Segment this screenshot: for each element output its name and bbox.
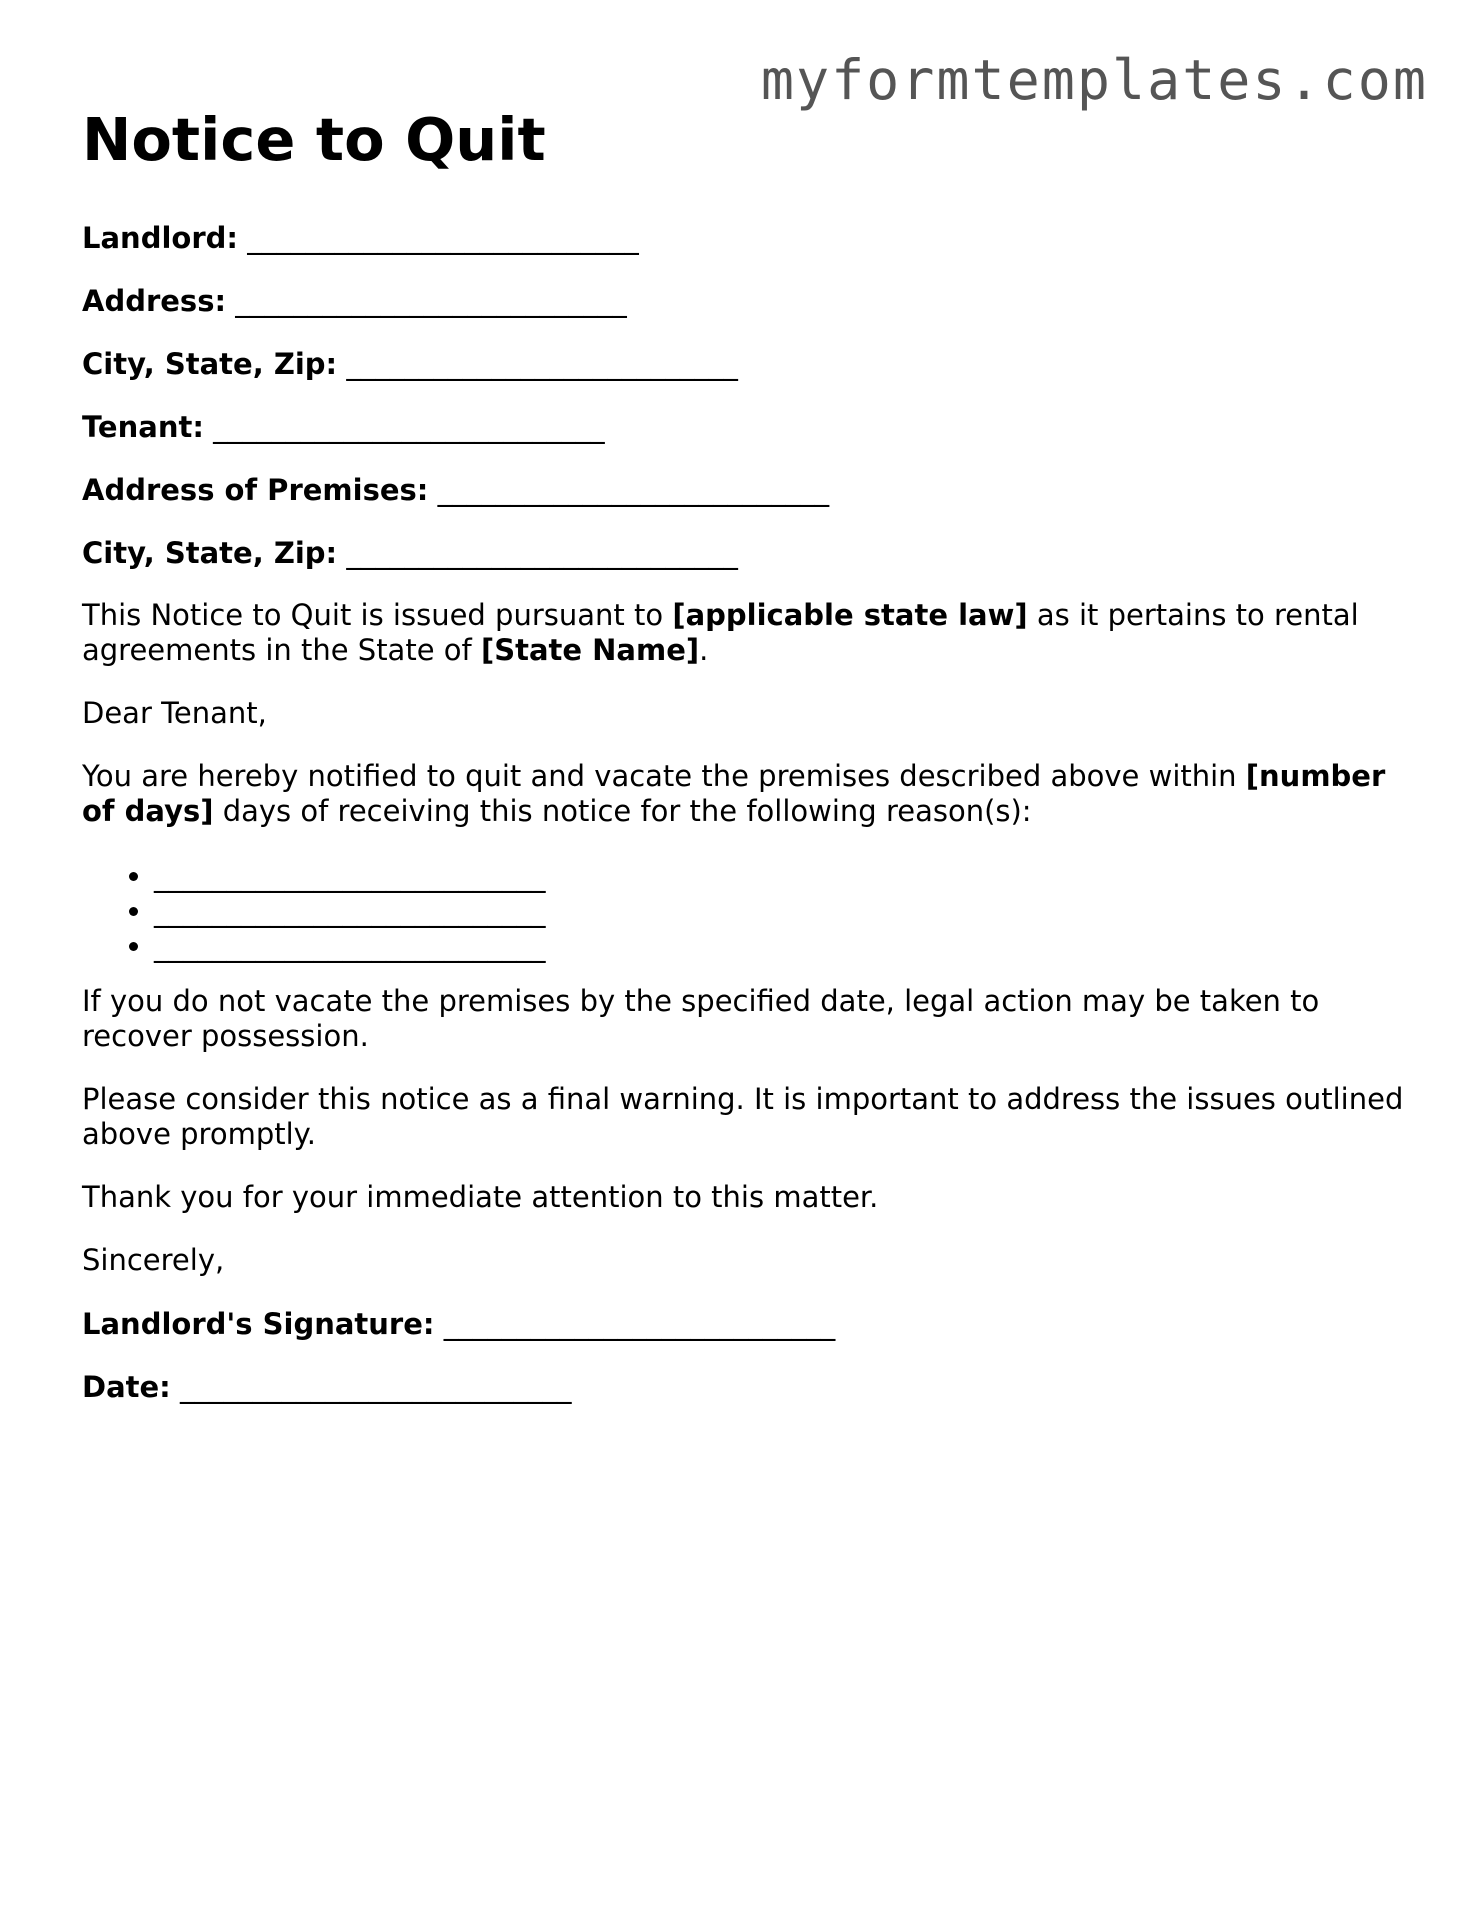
tenant-label: Tenant: xyxy=(82,410,204,444)
intro-text-1: This Notice to Quit is issued pursuant to xyxy=(82,598,673,632)
intro-text-2: as it pertains to rental agreements in the State of xyxy=(82,598,1359,667)
greeting: Dear Tenant, xyxy=(82,696,267,730)
signature-blank[interactable]: ___________________________ xyxy=(443,1307,836,1341)
watermark: myformtemplates.com xyxy=(760,48,1428,112)
city-state-zip-blank-1[interactable]: ___________________________ xyxy=(346,347,738,381)
closing: Sincerely, xyxy=(82,1243,225,1277)
page-title: Notice to Quit xyxy=(82,105,546,174)
date-field xyxy=(82,1369,1412,1405)
final-warning-paragraph: Please consider this notice as a final warning. It is important to address the issues outlined above promptly. xyxy=(82,1082,1404,1151)
date-blank[interactable]: ___________________________ xyxy=(180,1370,572,1404)
reason-item[interactable]: • ___________________________ xyxy=(154,929,1412,964)
state-name-placeholder: [State Name] xyxy=(480,633,700,667)
tenant-blank[interactable]: ___________________________ xyxy=(213,410,605,444)
landlord-field xyxy=(82,220,1412,256)
city-state-zip-blank-2[interactable]: ___________________________ xyxy=(346,536,738,570)
landlord-blank[interactable]: ___________________________ xyxy=(247,221,639,255)
legal-warning-paragraph: If you do not vacate the premises by the specified date, legal action may be taken to recover possession. xyxy=(82,984,1320,1053)
city-state-zip-label-1: City, State, Zip: xyxy=(82,347,338,381)
landlord-label: Landlord: xyxy=(82,221,238,255)
address-field xyxy=(82,283,1412,319)
date-label: Date: xyxy=(82,1370,171,1404)
reasons-list xyxy=(82,859,1412,964)
notice-paragraph xyxy=(82,759,1412,829)
notice-text-1: You are hereby notified to quit and vacate the premises described above within xyxy=(82,759,1246,793)
intro-paragraph xyxy=(82,598,1412,668)
signature-block xyxy=(82,1306,1412,1405)
thanks-paragraph: Thank you for your immediate attention to this matter. xyxy=(82,1180,879,1214)
address-blank[interactable]: ___________________________ xyxy=(235,284,627,318)
address-of-premises-field xyxy=(82,472,1412,508)
address-of-premises-blank[interactable]: ___________________________ xyxy=(437,473,830,507)
reason-item[interactable]: • ___________________________ xyxy=(154,859,1412,894)
signature-label: Landlord's Signature: xyxy=(82,1307,435,1341)
reason-item[interactable]: • ___________________________ xyxy=(154,894,1412,929)
city-state-zip-field-1 xyxy=(82,346,1412,382)
address-of-premises-label: Address of Premises: xyxy=(82,473,429,507)
intro-text-3: . xyxy=(699,633,709,667)
notice-text-2: days of receiving this notice for the following reason(s): xyxy=(213,794,1032,828)
applicable-state-law-placeholder: [applicable state law] xyxy=(672,598,1028,632)
tenant-field xyxy=(82,409,1412,445)
number-of-days-placeholder: [number of days] xyxy=(82,759,1386,828)
document-page xyxy=(82,104,1412,1432)
city-state-zip-label-2: City, State, Zip: xyxy=(82,536,338,570)
city-state-zip-field-2 xyxy=(82,535,1412,571)
address-label: Address: xyxy=(82,284,227,318)
signature-field xyxy=(82,1306,1412,1342)
